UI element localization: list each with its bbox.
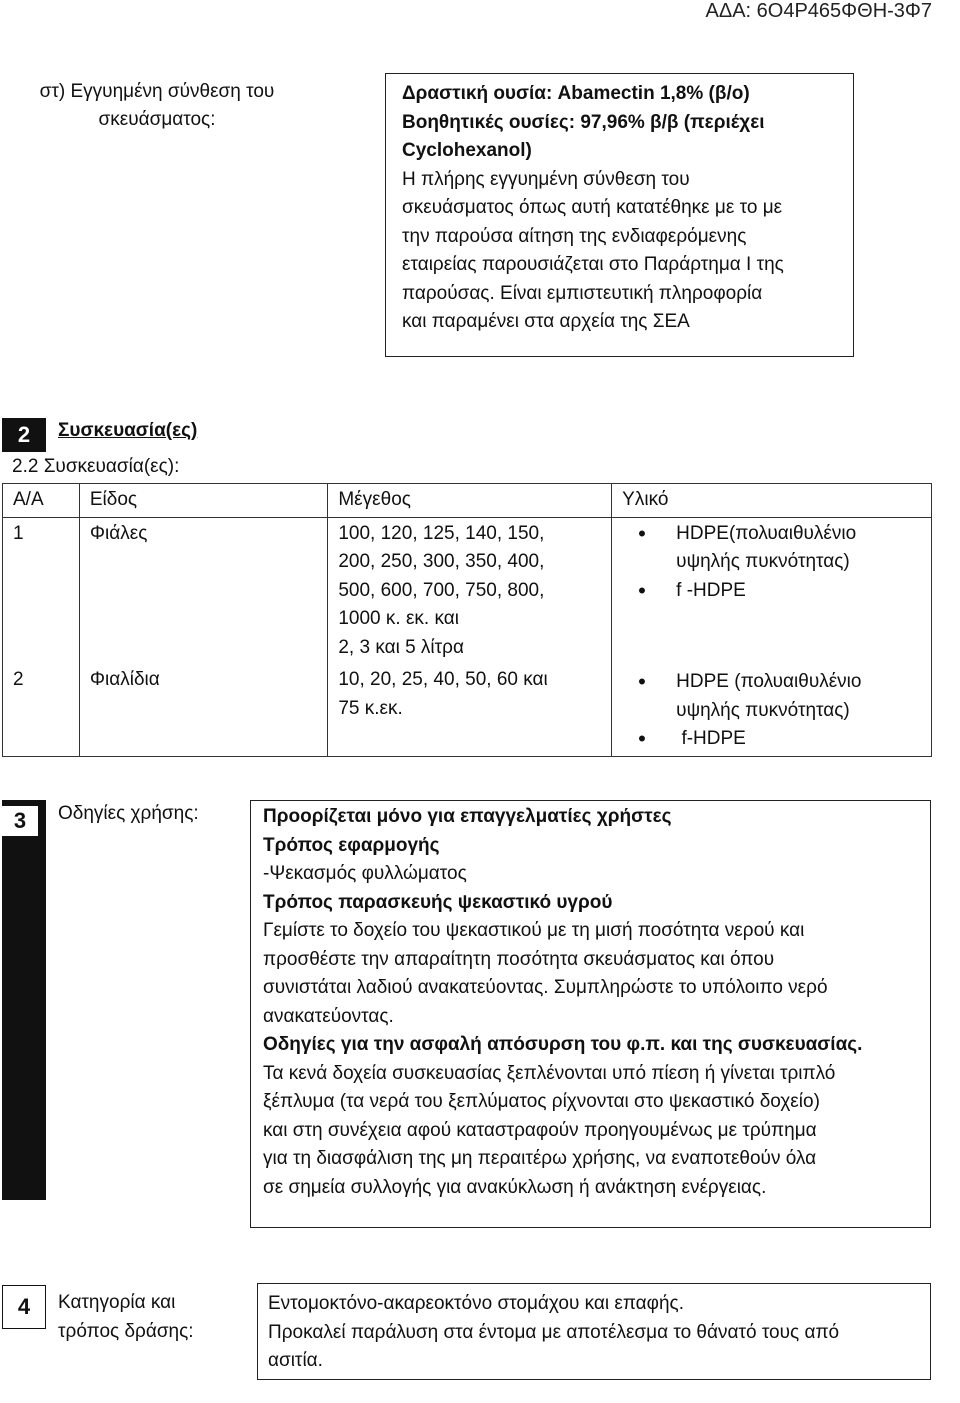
section-side-bar xyxy=(2,800,46,1200)
package-sizes xyxy=(328,517,612,664)
size-line: 10, 20, 25, 40, 50, 60 και xyxy=(338,669,548,690)
instruction-line: Οδηγίες για την ασφαλή απόσυρση του φ.π. και της συσκευασίας. xyxy=(263,1034,863,1055)
package-type: Φιάλες xyxy=(79,517,327,664)
action-category-box xyxy=(257,1283,931,1380)
table-header-cell: Είδος xyxy=(79,484,327,518)
instruction-line: ανακατεύοντας. xyxy=(263,1005,394,1027)
composition-text-line: παρούσας. Είναι εμπιστευτική πληροφορία xyxy=(402,282,763,304)
section-title: Συσκευασία(ες) xyxy=(58,420,198,441)
package-material xyxy=(612,664,932,756)
instruction-line: ξέπλυμα (τα νερά του ξεπλύματος ρίχνονται στο ψεκαστικό δοχείο) xyxy=(263,1091,820,1112)
instruction-line: Τρόπος εφαρμογής xyxy=(263,834,440,856)
material-item xyxy=(622,668,921,725)
section-number-badge: 2 xyxy=(2,418,46,452)
ada-code: ΑΔΑ: 6Ο4Ρ465ΦΘΗ-3Φ7 xyxy=(705,0,932,22)
instruction-line: Προορίζεται μόνο για επαγγελματίες χρήστες xyxy=(263,806,672,827)
section-number-badge: 4 xyxy=(2,1285,46,1329)
instruction-line: -Ψεκασμός φυλλώματος xyxy=(263,863,467,884)
action-category-label-line: Κατηγορία και xyxy=(58,1292,176,1313)
size-line: 2, 3 και 5 λίτρα xyxy=(338,636,464,658)
instruction-line: προσθέστε την απαραίτητη ποσότητα σκευάσματος και όπου xyxy=(263,948,775,970)
package-type: Φιαλίδια xyxy=(79,664,327,756)
material-line: υψηλής πυκνότητας) xyxy=(676,699,850,721)
package-sizes xyxy=(328,664,612,756)
table-header-cell: Μέγεθος xyxy=(328,484,612,518)
size-line: 1000 κ. εκ. και xyxy=(338,608,459,629)
table-header-cell: Α/Α xyxy=(3,484,80,518)
instruction-line: για τη διασφάλιση της μη περαιτέρω χρήσης, να εναποτεθούν όλα xyxy=(263,1148,817,1169)
table-row xyxy=(3,664,932,756)
action-category-label-line: τρόπος δράσης: xyxy=(58,1320,194,1342)
instruction-line: συνιστάται λαδιού ανακατεύοντας. Συμπληρώστε το υπόλοιπο νερό xyxy=(263,977,828,998)
usage-instructions-box xyxy=(250,800,931,1228)
instruction-line: και στη συνέχεια αφού καταστραφούν προηγουμένως με τρύπημα xyxy=(263,1119,817,1141)
instruction-line: Τα κενά δοχεία συσκευασίας ξεπλένονται υπό πίεση ή γίνεται τριπλό xyxy=(263,1062,836,1084)
package-material xyxy=(612,517,932,664)
section-number-badge: 3 xyxy=(2,806,38,836)
composition-label-line: στ) Εγγυημένη σύνθεση του xyxy=(39,81,275,102)
section-subtitle: 2.2 Συσκευασία(ες): xyxy=(12,456,180,477)
row-number: 2 xyxy=(3,664,80,756)
table-header-row xyxy=(3,484,932,518)
material-item xyxy=(622,520,921,577)
table-row xyxy=(3,517,932,664)
action-category-label xyxy=(58,1289,194,1346)
instruction-line: Τρόπος παρασκευής ψεκαστικό υγρού xyxy=(263,891,613,913)
composition-box xyxy=(385,73,854,357)
action-line: ασιτία. xyxy=(268,1350,323,1371)
composition-label xyxy=(12,78,302,134)
row-number: 1 xyxy=(3,517,80,664)
composition-text-line: σκευάσματος όπως αυτή κατατέθηκε με το με xyxy=(402,197,783,218)
size-line: 200, 250, 300, 350, 400, xyxy=(338,551,545,572)
packaging-table xyxy=(2,483,932,757)
material-item xyxy=(622,577,921,606)
material-line: • f -HDPE xyxy=(676,579,746,601)
composition-text-line: εταιρείας παρουσιάζεται στο Παράρτημα Ι της xyxy=(402,254,784,275)
material-line: • f-HDPE xyxy=(676,728,746,749)
material-item xyxy=(622,725,921,754)
composition-text-line: την παρούσα αίτηση της ενδιαφερόμενης xyxy=(402,225,747,247)
size-line: 500, 600, 700, 750, 800, xyxy=(338,579,545,601)
size-line: 100, 120, 125, 140, 150, xyxy=(338,522,545,544)
composition-text-line: και παραμένει στα αρχεία της ΣΕΑ xyxy=(402,311,690,332)
action-line: Εντομοκτόνο-ακαρεοκτόνο στομάχου και επαφής. xyxy=(268,1293,684,1314)
active-substance: Δραστική ουσία: Abamectin 1,8% (β/ο) xyxy=(402,83,750,104)
material-line: υψηλής πυκνότητας) xyxy=(676,551,850,572)
instruction-line: σε σημεία συλλογής για ανακύκλωση ή ανάκτηση ενέργειας. xyxy=(263,1176,767,1198)
material-line: • HDPE (πολυαιθυλένιο xyxy=(676,671,862,692)
action-line: Προκαλεί παράλυση στα έντομα με αποτέλεσμα το θάνατό τους από xyxy=(268,1321,840,1343)
composition-label-line: σκευάσματος: xyxy=(98,109,216,130)
auxiliary-substances-line: Cyclohexanol) xyxy=(402,140,532,161)
material-line: • HDPE(πολυαιθυλένιο xyxy=(676,522,857,544)
auxiliary-substances-line: Βοηθητικές ουσίες: 97,96% β/β (περιέχει xyxy=(402,111,765,133)
size-line: 75 κ.εκ. xyxy=(338,697,403,719)
table-header-cell: Υλικό xyxy=(612,484,932,518)
instruction-line: Γεμίστε το δοχείο του ψεκαστικού με τη μισή ποσότητα νερού και xyxy=(263,920,805,941)
usage-instructions-label: Οδηγίες χρήσης: xyxy=(58,803,199,824)
composition-text-line: Η πλήρης εγγυημένη σύνθεση του xyxy=(402,168,690,190)
